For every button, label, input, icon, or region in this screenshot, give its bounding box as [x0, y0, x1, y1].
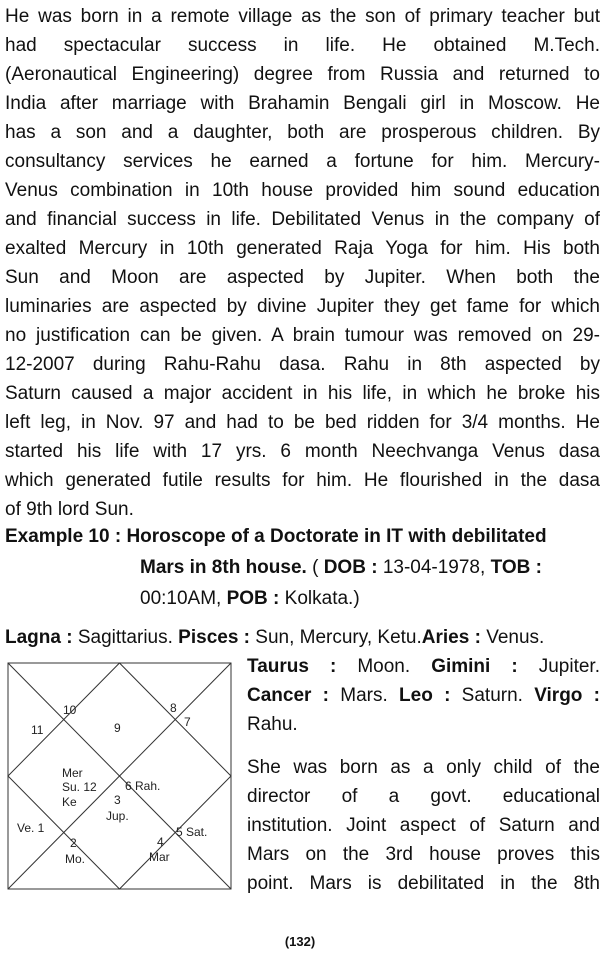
- house-label: 9: [114, 721, 121, 735]
- paragraph-1: [5, 2, 600, 524]
- pob-value: Kolkata.): [284, 588, 360, 609]
- leo-label: Leo :: [399, 685, 451, 706]
- text-line: Venus combination in 10th house provided him sound education: [5, 180, 600, 201]
- aries-value: Venus.: [480, 627, 545, 648]
- page-number: (132): [284, 934, 316, 949]
- house-label: 4: [157, 835, 164, 849]
- text-line: India after marriage with Brahamin Bengali girl in Moscow. He: [5, 93, 600, 114]
- house-planets: 6 Rah.: [125, 779, 161, 793]
- taurus-value: Moon.: [336, 656, 432, 677]
- lagna-value: Sagittarius.: [72, 627, 179, 648]
- placements-text: [247, 652, 600, 739]
- cancer-label: Cancer :: [247, 685, 330, 706]
- house-label: 10: [63, 703, 77, 717]
- house-planets: Mar: [149, 850, 170, 864]
- text-line: 12-2007 during Rahu-Rahu dasa. Rahu in 8th aspected by: [5, 354, 600, 375]
- text-line: Mars on the 3rd house proves this: [247, 844, 600, 865]
- example-title-line2: Mars in 8th house.: [140, 557, 307, 578]
- house-label: 8: [170, 701, 177, 715]
- text-line: exalted Mercury in 10th generated Raja Yoga for him. His both: [5, 238, 600, 259]
- taurus-label: Taurus :: [247, 656, 337, 677]
- pisces-value: Sun, Mercury, Ketu.: [250, 627, 422, 648]
- house-label: 3: [114, 793, 121, 807]
- house-planets: Jup.: [106, 809, 129, 823]
- aries-label: Aries :: [421, 627, 481, 648]
- house-planets: Mo.: [65, 852, 86, 866]
- text-line: [247, 710, 600, 739]
- text-line: which generated futile results for him. He flourished in the dasa: [5, 470, 600, 491]
- text-line: consultancy services he earned a fortune for him. Mercury-: [5, 151, 600, 172]
- text-line: [247, 652, 600, 681]
- example-label: Example 10 :: [5, 526, 127, 547]
- gimini-label: Gimini :: [431, 656, 518, 677]
- virgo-label: Virgo :: [534, 685, 600, 706]
- lagna-label: Lagna :: [5, 627, 73, 648]
- text-line: [247, 681, 600, 710]
- text-line: and financial success in life. Debilitated Venus in the company of: [5, 209, 600, 230]
- tob-value: 00:10AM,: [140, 588, 227, 609]
- text-line: (Aeronautical Engineering) degree from Russia and returned to: [5, 64, 600, 85]
- text-line: He was born in a remote village as the son of primary teacher but: [5, 6, 600, 27]
- horoscope-chart-diagram: [7, 662, 232, 890]
- text-line: had spectacular success in life. He obtained M.Tech.: [5, 35, 600, 56]
- house-planets: Ve. 1: [17, 821, 45, 835]
- house-label: 11: [31, 723, 44, 737]
- text-line: She was born as a only child of the: [247, 757, 600, 778]
- house-planets: 5 Sat.: [176, 825, 208, 839]
- house-planets: Ke: [62, 795, 77, 809]
- gimini-value: Jupiter.: [517, 656, 600, 677]
- text-line: institution. Joint aspect of Saturn and: [247, 815, 600, 836]
- text-line: Saturn caused a major accident in his life, in which he broke his: [5, 383, 600, 404]
- pob-label: POB :: [226, 588, 285, 609]
- example-title-line1: Horoscope of a Doctorate in IT with debilitated: [126, 526, 547, 547]
- lagna-line: [5, 623, 600, 652]
- text-line: started his life with 17 yrs. 6 month Neechvanga Venus dasa: [5, 441, 600, 462]
- text-line: has a son and a daughter, both are prosperous children. By: [5, 122, 600, 143]
- text-line: luminaries are aspected by divine Jupiter they get fame for which: [5, 296, 600, 317]
- tob-label: TOB :: [490, 557, 542, 578]
- text-line: no justification can be given. A brain tumour was removed on 29-: [5, 325, 600, 346]
- virgo-value: Rahu.: [247, 714, 298, 735]
- paragraph-2: [247, 753, 600, 898]
- dob-label: DOB :: [323, 557, 383, 578]
- dob-value: 13-04-1978,: [382, 557, 491, 578]
- leo-value: Saturn.: [450, 685, 535, 706]
- dob-open: (: [306, 557, 324, 578]
- house-planets: Mer: [62, 766, 83, 780]
- text-line: Sun and Moon are aspected by Jupiter. When both the: [5, 267, 600, 288]
- example-heading: [5, 521, 600, 614]
- house-label: 2: [70, 836, 77, 850]
- text-line: director of a govt. educational: [247, 786, 600, 807]
- horoscope-chart: [7, 662, 232, 890]
- text-line: left leg, in Nov. 97 and had to be bed ridden for 3/4 months. He: [5, 412, 600, 433]
- cancer-value: Mars.: [329, 685, 400, 706]
- text-line: point. Mars is debilitated in the 8th: [247, 873, 600, 894]
- house-planets: Su. 12: [62, 780, 97, 794]
- house-label: 7: [184, 715, 191, 729]
- pisces-label: Pisces :: [178, 627, 250, 648]
- text-line: of 9th lord Sun.: [5, 499, 134, 520]
